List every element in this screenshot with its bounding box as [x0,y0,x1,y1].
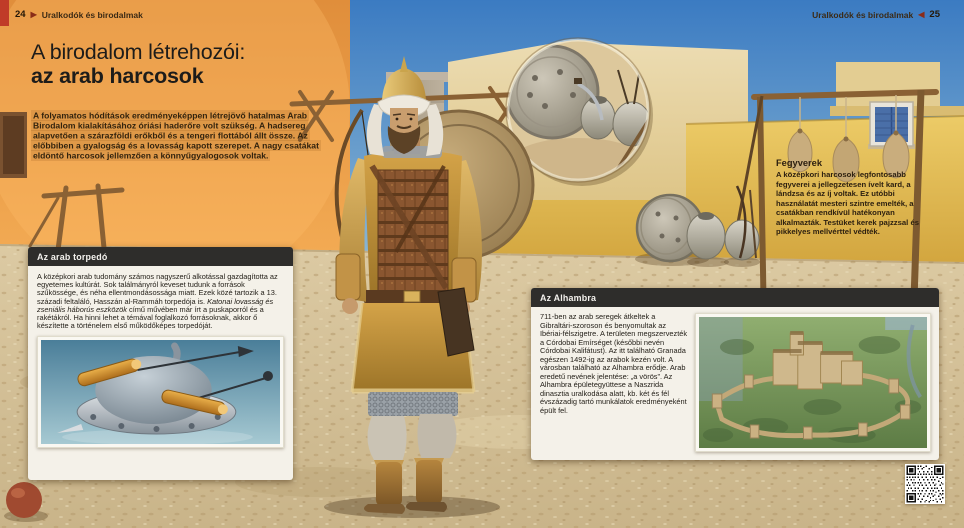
page-header-left [15,9,143,20]
body-text: A középkori arab tudomány számos nagyszerű alkotással gazdagította az egyetemes kultúrát. Sok találmányról keveset tudunk a források szűkössége, és néha ellentmondásossága miatt. Ezek közé tartozik a 13. századi feltaláló, Hasszán al-Rammáh torpedója is. [37,272,278,306]
torpedo-infobox [28,247,293,480]
page-header-right [812,9,940,20]
book-title-italic: Katonai lovasság és zseniális háborús eszközök [37,296,274,314]
infobox-body [37,273,284,330]
doorway [0,112,27,178]
intro-text: A folyamatos hódítások eredményeképpen létrejövő hatalmas Arab Birodalom kialakításához óriási haderőre volt szükség. A hadsereg alapvetően a szárazföldi erőkből és a tengeri flottából állt össze. Az előbbiben a gyalogság és a lovasság kapott szerepet. A nagy csatákat eldöntő harcosok jellemzően a könnyűgyalogosok voltak. [33,110,319,160]
forward-arrow-icon: ▶ [30,9,37,19]
intro-paragraph [31,110,319,160]
infobox-body: 711-ben az arab seregek átkeltek a Gibraltári-szoroson és benyomultak az Ibériai-félszigetre. A területen megszervezték a Córdobai Emírséget (későbbi nevén Córdobai Kalifátust). Az itt található Granada egészen 1492-ig az arabok kezén volt. A városban található az Alhambra erődje. Arab eredetű nevének jelentése: „a vörös”. Az Alhambra épületegyüttese a Naszrida dinasztia uralkodása alatt, kb. két és fél évszázadig tartó munkálatok eredményeként épült fel. [540,312,688,416]
title-line-2: az arab harcosok [31,63,204,88]
weapons-body: A középkori harcosok legfontosabb fegyverei a jellegzetesen ívelt kard, a lándzsa és az íj voltak. Ez utóbbi használatát mesteri szintre emelték, a csatákban rendkívül hatékonyan alkalmazták. Testüket kerek pajzzsal és pikkelyes mellvérttel védték. [776,170,920,236]
page-title [31,41,245,88]
infobox-title: Az Alhambra [531,288,939,307]
page-number-left: 24 [15,9,26,20]
chapter-label: Uralkodók és birodalmak [41,9,143,20]
chapter-label: Uralkodók és birodalmak [812,9,914,20]
back-arrow-icon: ◀ [918,9,925,19]
weapons-title: Fegyverek [776,158,822,168]
page-corner-mark [0,0,9,26]
weapons-note [776,158,929,237]
alhambra-infobox [531,288,939,460]
infobox-title: Az arab torpedó [28,247,293,266]
qr-code [905,464,945,504]
alhambra-illustration [695,313,931,452]
torpedo-illustration [37,336,284,448]
page-number-right: 25 [929,9,940,20]
body-text: című művében már írt a puskaporról és a rakétákról. Ha hinni lehet a témával foglalkozó forrásoknak, akkor ő készítette a történelem első működőképes torpedóját. [37,304,264,331]
title-line-1: A birodalom létrehozói: [31,40,246,64]
